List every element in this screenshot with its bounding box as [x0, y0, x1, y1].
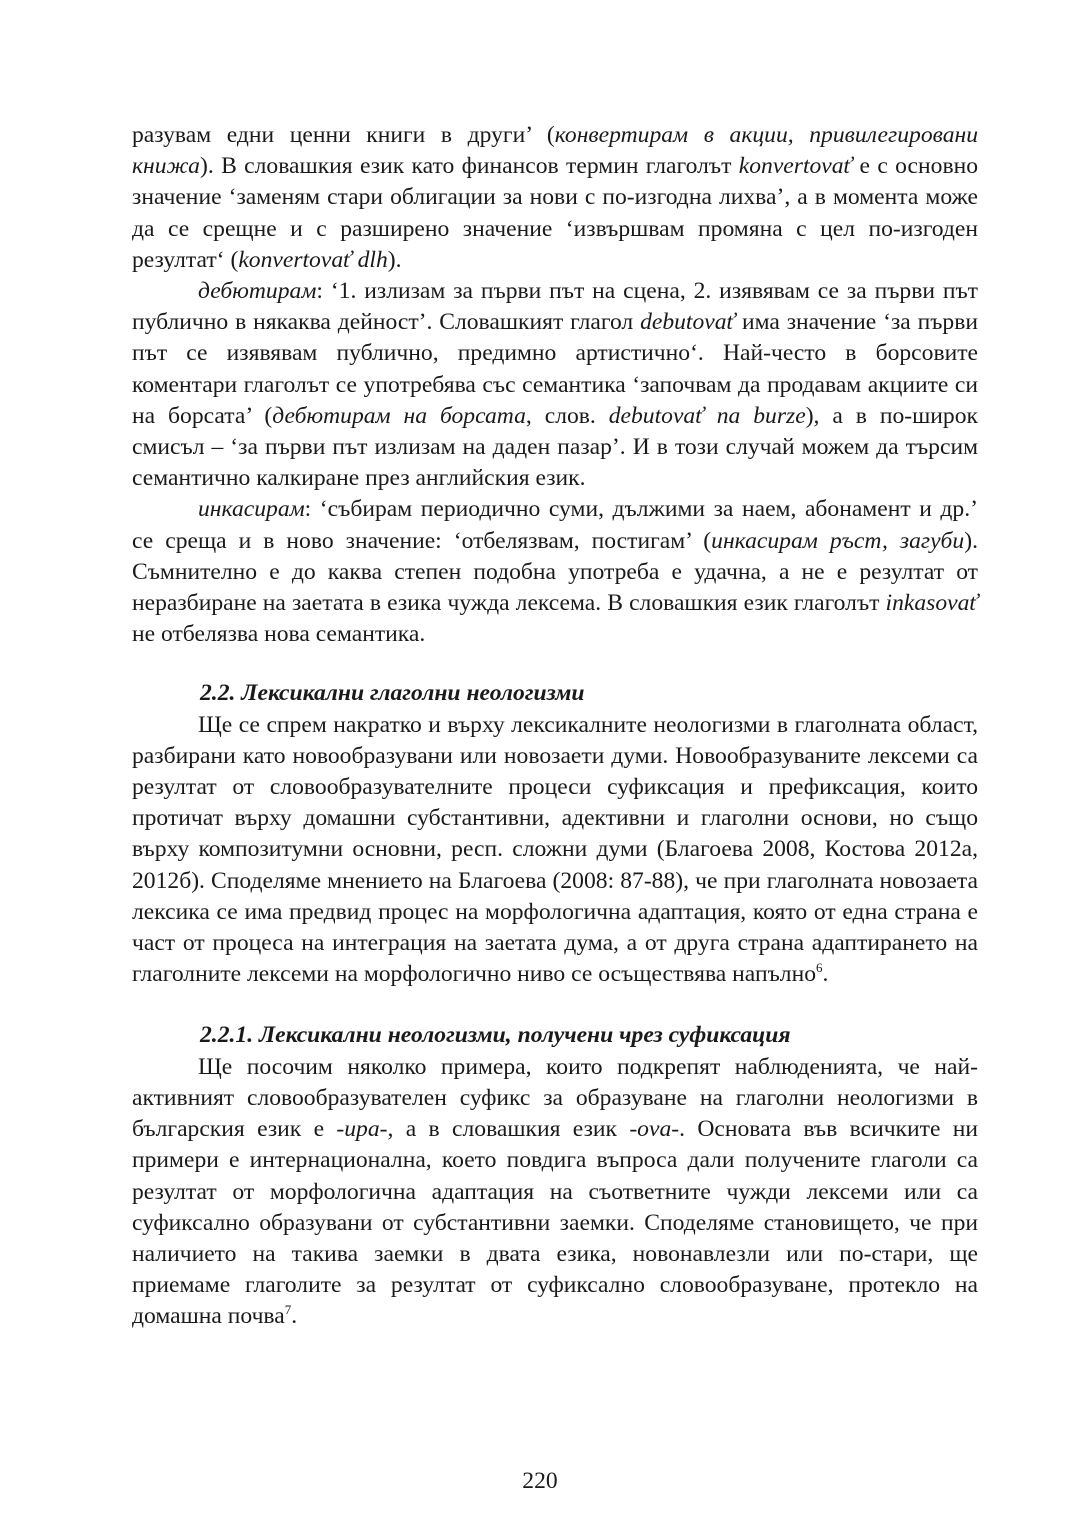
- paragraph-2: [132, 276, 978, 494]
- text-run: .: [291, 1303, 298, 1330]
- text-run: Ще посочим няколко примера, които подкрепят наблюденията, че най-активният словообразувателен суфикс за образуване на глаголни неологизми в българския език е: [132, 1053, 978, 1143]
- italic-term: debutovať: [640, 309, 736, 336]
- text-run: ). В словашкия език като финансов термин глаголът: [199, 153, 739, 180]
- italic-example: debutovať na burze: [608, 402, 806, 429]
- text-run: ), а в по-широк смисъл – ‘за първи път излизам на даден пазар’. И в този случай можем да търсим семантично калкиране през английския език.: [132, 402, 978, 492]
- text-run: .: [822, 961, 829, 988]
- text-run: : ‘събирам периодично суми, дължими за наем, абонамент и др.’ се среща и в ново значение: ‘отбелязвам, постигам’ (: [132, 496, 978, 554]
- text-run: : ‘1. излизам за първи път на сцена, 2. изявявам се за първи път публично в някаква дейност’. Словашкият глагол: [132, 278, 978, 336]
- page-number: 220: [522, 1468, 558, 1494]
- text-run: е с основно значение ‘заменям стари облигации за нови с по-изгодна лихва’, а в момента може да се срещне и с разширено значение ‘извършвам промяна с цел по-изгоден резултат‘ (: [132, 153, 979, 273]
- italic-example: konvertovať dlh: [238, 246, 388, 273]
- paragraph-3: [132, 494, 978, 650]
- italic-suffix: -ova-: [629, 1116, 680, 1143]
- text-run: , слов.: [525, 402, 609, 429]
- text-run: разувам едни ценни книги в други’ (: [132, 122, 555, 148]
- italic-suffix: -ира-: [336, 1116, 388, 1143]
- text-run: , а в словашкия език: [387, 1116, 630, 1143]
- text-run: ). Съмнително е до каква степен подобна употреба е удачна, а не е резултат от неразбиране на заетата в езика чужда лексема. В словашкия език глаголът: [132, 527, 978, 617]
- italic-term: inkasovať: [885, 590, 978, 617]
- footnote-marker[interactable]: 7: [284, 1302, 292, 1318]
- italic-example: инкасирам ръст, загуби: [711, 527, 965, 554]
- text-run: Ще се спрем накратко и върху лексикалните неологизми в глаголната област, разбирани като новообразувани или новозаети думи. Новообразуваните лексеми са резултат от словообразувателните процеси суфиксация и префиксация, които протичат върху домашни субстантивни, адективни и глаголни основи, но също върху композитумни основни, респ. сложни думи (Благоева 2008, Костова 2012а, 2012б). Споделяме мнението на Благоева (2008: 87-88), че при глаголната новозаета лексика се има предвид процес на морфологична адаптация, която от една страна е част от процеса на интеграция на заетата дума, а от друга страна адаптирането на глаголните лексеми на морфологично ниво се осъществява напълно: [132, 711, 978, 988]
- text-run: има значение ‘за първи път се изявявам публично, предимно артистично‘. Най-често в борсовите коментари глаголът се употребява със семантика ‘започвам да продавам акциите си на борсата’ (: [132, 309, 978, 429]
- paragraph-1: [132, 120, 978, 276]
- italic-example: дебютирам на борсата: [272, 402, 526, 429]
- text-column: [132, 120, 978, 1333]
- text-run: ).: [387, 246, 402, 273]
- paragraph-5: [132, 1052, 978, 1333]
- paragraph-4: [132, 710, 978, 991]
- italic-example: конвертирам в акции, привилегировани книжа: [132, 122, 978, 180]
- footnote-marker[interactable]: 6: [816, 960, 823, 976]
- section-heading-2-2: 2.2. Лексикални глаголни неологизми: [200, 680, 585, 707]
- section-heading-2-2-1: 2.2.1. Лексикални неологизми, получени чрез суфиксация: [200, 1022, 791, 1049]
- text-run: не отбелязва нова семантика.: [132, 621, 426, 648]
- italic-term: дебютирам: [198, 278, 317, 305]
- italic-term: konvertovať: [738, 153, 853, 180]
- text-run: . Основата във всичките ни примери е интернационална, което повдига въпроса дали получените глаголи са резултат от морфологична адаптация на съответните чужди лексеми или са суфиксално образувани от субстантивни заемки. Споделяме становището, че при наличието на такива заемки в двата езика, новонавлезли или по-стари, ще приемаме глаголите за резултат от суфиксално словообразуване, протекло на домашна почва: [132, 1116, 979, 1330]
- italic-term: инкасирам: [198, 496, 305, 523]
